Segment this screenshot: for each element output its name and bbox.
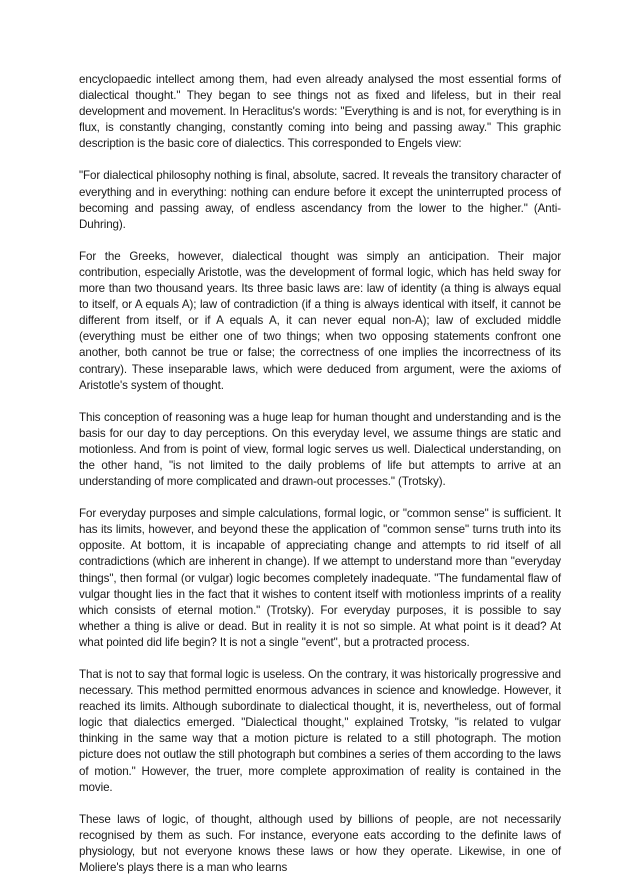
paragraph-formal-logic: For the Greeks, however, dialectical thought was simply an anticipation. Their major contribution, especially Aristotle, was the development of formal logic, which has held sway for more than two thousand years. Its three basic laws are: law of identity (a thing is always equal to itself, or A equals A); law of contradiction (if a thing is always identical with itself, it cannot be different from itself, or if A equals A, it can never equal non-A); law of excluded middle (everything must be either one of two things; when two opposing statements confront one another, both cannot be true or false; the correctness of one implies the incorrectness of its contrary). These inseparable laws, which were deduced from argument, were the axioms of Aristotle's system of thought. <box>79 249 561 392</box>
paragraph-heraclitus: encyclopaedic intellect among them, had even already analysed the most essential forms of dialectical thought." They began to see things not as fixed and lifeless, but in their real development and movement. In Heraclitus's words: "Everything is and is not, for everything is in flux, is constantly changing, constantly coming into being and passing away." This graphic description is the basic core of dialectics. This corresponded to Engels view: <box>79 73 561 151</box>
paragraph-not-useless: That is not to say that formal logic is useless. On the contrary, it was historically progressive and necessary. This method permitted enormous advances in science and knowledge. However, it reached its limits. Although subordinate to dialectical thought, it is, nevertheless, out of formal logic that dialectics emerged. "Dialectical thought," explained Trotsky, "is related to vulgar thinking in the same way that a motion picture is related to a still photograph. The motion picture does not outlaw the still photograph but combines a series of them according to the laws of motion." However, the truer, more complete approximation of reality is contained in the movie. <box>79 668 561 794</box>
paragraph-reasoning: This conception of reasoning was a huge leap for human thought and understanding and is the basis for our day to day perceptions. On this everyday level, we assume things are static and motionless. And from is point of view, formal logic serves us well. Dialectical understanding, on the other hand, "is not limited to the daily problems of life but attempts to arrive at an understanding of more complicated and drawn-out processes." (Trotsky). <box>79 410 561 489</box>
paragraph-common-sense: For everyday purposes and simple calculations, formal logic, or "common sense" is sufficient. It has its limits, however, and beyond these the application of "common sense" turns truth into its opposite. At bottom, it is incapable of appreciating change and attempts to rid itself of all contradictions (which are inherent in change). If we attempt to understand more than "everyday things", then formal (or vulgar) logic becomes completely inadequate. "The fundamental flaw of vulgar thought lies in the fact that it wishes to content itself with motionless imprints of a reality which consists of eternal motion." (Trotsky). For everyday purposes, it is possible to say whether a thing is alive or dead. But in reality it is not so simple. At what point is it dead? At what pointed did life begin? It is not a single "event", but a protracted process. <box>79 507 561 649</box>
paragraph-engels-quote: "For dialectical philosophy nothing is final, absolute, sacred. It reveals the transitory character of everything and in everything: nothing can endure before it except the uninterrupted process of becoming and passing away, of endless ascendancy from the lower to the higher." (Anti-Duhring). <box>79 169 561 231</box>
paragraph-laws-of-logic: These laws of logic, of thought, although used by billions of people, are not necessarily recognised by them as such. For instance, everyone eats according to the definite laws of physiology, but not everyone knows these laws or how they operate. Likewise, in one of Moliere's plays there is a man who learns <box>79 812 561 875</box>
